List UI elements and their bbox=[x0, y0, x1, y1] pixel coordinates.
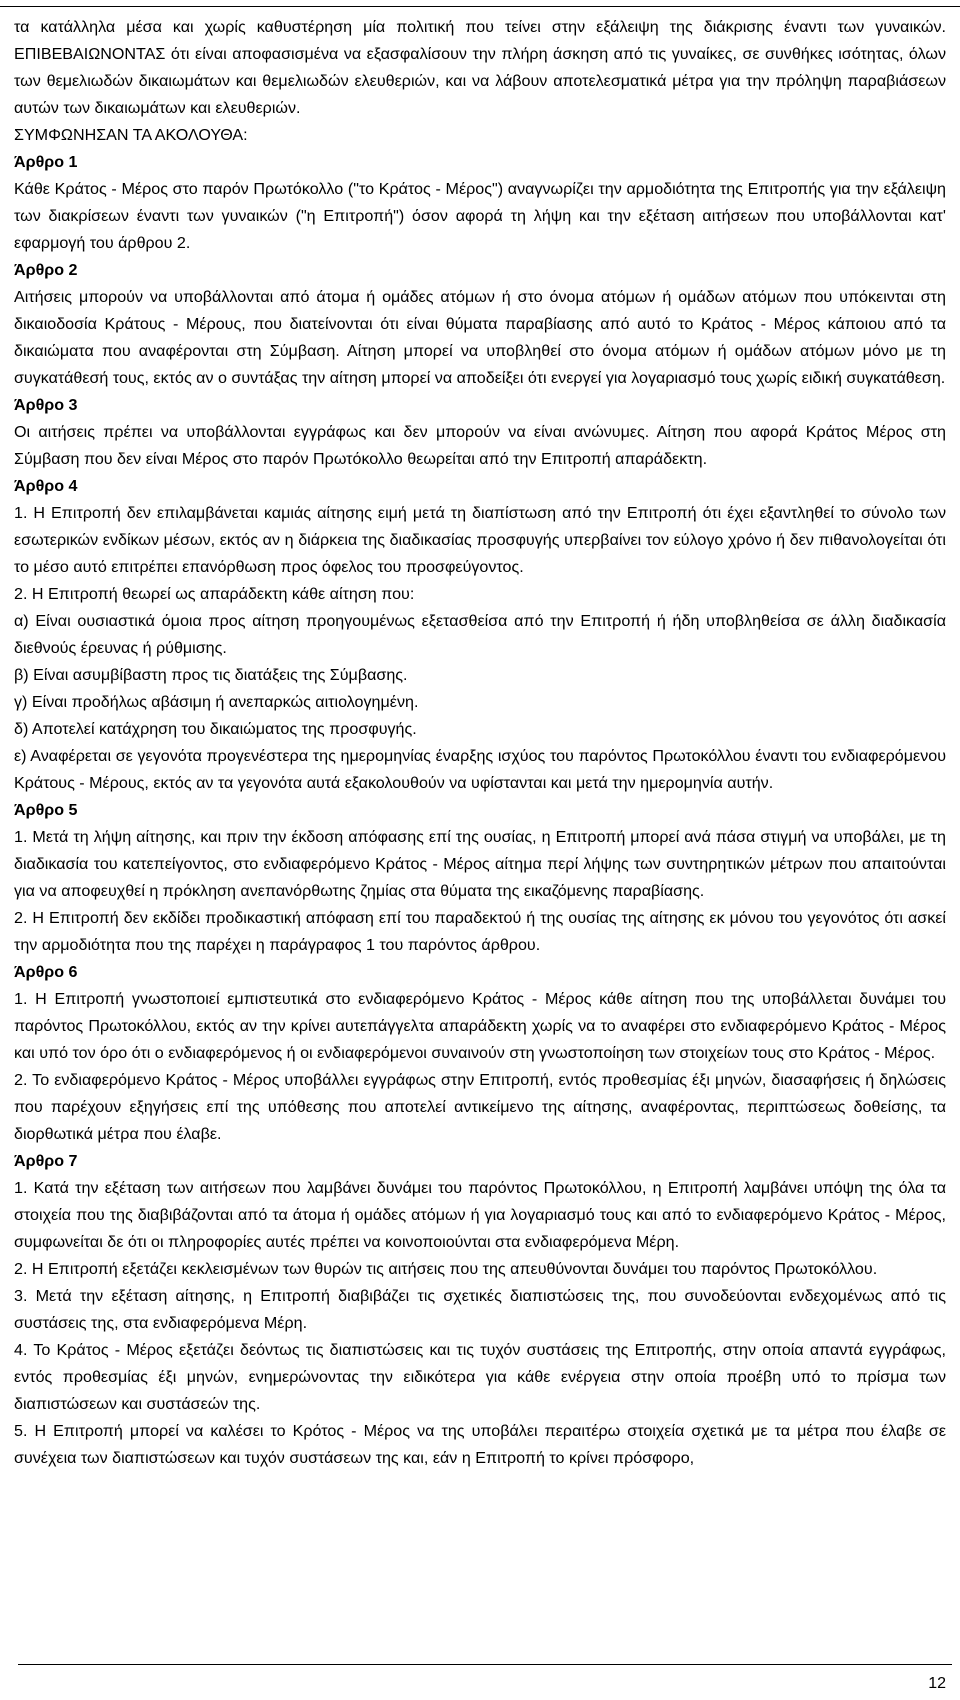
article-3 bbox=[14, 392, 946, 473]
article-paragraph: β) Είναι ασυμβίβαστη προς τις διατάξεις της Σύμβασης. bbox=[14, 666, 408, 684]
article-paragraph: α) Είναι ουσιαστικά όμοια προς αίτηση προηγουμένως εξετασθείσα από την Επιτροπή ή ήδη υποβληθείσα σε άλλη διαδικασία διεθνούς έρευνας ή ρύθμισης. bbox=[14, 612, 946, 657]
article-paragraph: 1. Η Επιτροπή γνωστοποιεί εμπιστευτικά στο ενδιαφερόμενο Κράτος - Μέρος κάθε αίτηση που της υποβάλλεται δυνάμει του παρόντος Πρωτοκόλλου, εκτός αν την κρίνει αυτεπάγγελτα απαράδεκτη χωρίς να το αναφέρει στο ενδιαφερόμενο Κράτος - Μέρος και υπό τον όρο ότι ο ενδιαφερόμενος ή οι ενδιαφερόμενοι συναινούν στη γνωστοποίηση των στοιχείων τους στο Κράτος - Μέρος. bbox=[14, 990, 946, 1062]
header-rule bbox=[0, 6, 960, 7]
article-paragraph: 1. Μετά τη λήψη αίτησης, και πριν την έκδοση απόφασης επί της ουσίας, η Επιτροπή μπορεί ανά πάσα στιγμή να υποβάλει, με τη διαδικασία του κατεπείγοντος, στο ενδιαφερόμενο Κράτος - Μέρος αίτημα περί λήψης των συντηρητικών μέτρων που απαιτούνται για να αποφευχθεί η πρόκληση ανεπανόρθωτης ζημίας στα θύματα της εικαζόμενης παραβίασης. bbox=[14, 828, 946, 900]
article-paragraph: 2. Η Επιτροπή θεωρεί ως απαράδεκτη κάθε αίτηση που: bbox=[14, 585, 415, 603]
article-paragraph: 5. Η Επιτροπή μπορεί να καλέσει το Κρότος - Μέρος να της υποβάλει περαιτέρω στοιχεία σχετικά με τα μέτρα που έλαβε σε συνέχεια των διαπιστώσεων και τυχόν συστάσεων της και, εάν η Επιτροπή το κρίνει πρόσφορο, bbox=[14, 1422, 946, 1467]
article-1 bbox=[14, 149, 946, 257]
article-paragraph: 2. Το ενδιαφερόμενο Κράτος - Μέρος υποβάλλει εγγράφως στην Επιτροπή, εντός προθεσμίας έξι μηνών, διασαφήσεις ή δηλώσεις που παρέχουν εξηγήσεις επί της υπόθεσης που αποτελεί αντικείμενο της αίτησης, αναφέροντας, περιπτώσεως δοθείσης, τα διορθωτικά μέτρα που έλαβε. bbox=[14, 1071, 946, 1143]
intro-paragraph: τα κατάλληλα μέσα και χωρίς καθυστέρηση μία πολιτική που τείνει στην εξάλειψη της διάκρισης έναντι των γυναικών. ΕΠΙΒΕΒΑΙΩΝΟΝΤΑΣ ότι είναι αποφασισμένα να εξασφαλίσουν την πλήρη άσκηση από τις γυναίκες, σε συνθήκες ισότητας, όλων των θεμελιωδών δικαιωμάτων και θεμελιωδών ελευθεριών, και να λάβουν αποτελεσματικά μέτρα για την πρόληψη παραβιάσεων αυτών των δικαιωμάτων και ελευθεριών. bbox=[14, 18, 946, 117]
article-paragraph: 3. Μετά την εξέταση αίτησης, η Επιτροπή διαβιβάζει τις σχετικές διαπιστώσεις της, που συνοδεύονται ενδεχομένως από τις συστάσεις της, στα ενδιαφερόμενα Μέρη. bbox=[14, 1287, 946, 1332]
article-paragraph: ε) Αναφέρεται σε γεγονότα προγενέστερα της ημερομηνίας έναρξης ισχύος του παρόντος Πρωτοκόλλου έναντι του ενδιαφερόμενου Κράτους - Μέρους, εκτός αν τα γεγονότα αυτά εξακολουθούν να υφίστανται και μετά την ημερομηνία αυτήν. bbox=[14, 747, 946, 792]
article-7 bbox=[14, 1148, 946, 1472]
article-2 bbox=[14, 257, 946, 392]
page-number: 12 bbox=[928, 1675, 946, 1692]
article-5 bbox=[14, 797, 946, 959]
article-paragraph: Οι αιτήσεις πρέπει να υποβάλλονται εγγράφως και δεν μπορούν να είναι ανώνυμες. Αίτηση που αφορά Κράτος Μέρος στη Σύμβαση που δεν είναι Μέρος στο παρόν Πρωτόκολλο θεωρείται από την Επιτροπή απαράδεκτη. bbox=[14, 423, 946, 468]
article-paragraph: 1. Η Επιτροπή δεν επιλαμβάνεται καμιάς αίτησης ειμή μετά τη διαπίστωση από την Επιτροπή ότι έχει εξαντληθεί το σύνολο των εσωτερικών ενδίκων μέσων, εκτός αν η διάρκεια της διαδικασίας προσφυγής υπερβαίνει τον εύλογο χρόνο ή δεν πιθανολογείται ότι το μέσο αυτό επιτρέπει επανόρθωση προς όφελος του προσφεύγοντος. bbox=[14, 504, 946, 576]
article-paragraph: 4. Το Κράτος - Μέρος εξετάζει δεόντως τις διαπιστώσεις και τις τυχόν συστάσεις της Επιτροπής, στην οποία απαντά εγγράφως, εντός προθεσμίας έξι μηνών, ενημερώνοντας την ειδικότερα για κάθε ενέργεια στην οποία προέβη υπό το πρίσμα των διαπιστώσεων και συστάσεών της. bbox=[14, 1341, 946, 1413]
article-title: Άρθρο 4 bbox=[14, 477, 78, 495]
document-body bbox=[14, 14, 946, 1472]
article-title: Άρθρο 2 bbox=[14, 261, 78, 279]
article-title: Άρθρο 3 bbox=[14, 396, 78, 414]
article-paragraph: 2. Η Επιτροπή εξετάζει κεκλεισμένων των θυρών τις αιτήσεις που της απευθύνονται δυνάμει του παρόντος Πρωτοκόλλου. bbox=[14, 1260, 878, 1278]
article-paragraph: γ) Είναι προδήλως αβάσιμη ή ανεπαρκώς αιτιολογημένη. bbox=[14, 693, 419, 711]
article-title: Άρθρο 6 bbox=[14, 963, 78, 981]
article-4 bbox=[14, 473, 946, 797]
article-title: Άρθρο 7 bbox=[14, 1152, 78, 1170]
article-6 bbox=[14, 959, 946, 1148]
article-paragraph: 2. Η Επιτροπή δεν εκδίδει προδικαστική απόφαση επί του παραδεκτού ή της ουσίας της αίτησης εκ μόνου του γεγονότος ότι ασκεί την αρμοδιότητα που της παρέχει η παράγραφος 1 του παρόντος άρθρου. bbox=[14, 909, 946, 954]
article-paragraph: Αιτήσεις μπορούν να υποβάλλονται από άτομα ή ομάδες ατόμων ή στο όνομα ατόμων ή ομάδων ατόμων που υπόκεινται στη δικαιοδοσία Κράτους - Μέρους, που διατείνονται ότι είναι θύματα παραβίασης από αυτό το Κράτος - Μέρος κάποιου από τα δικαιώματα που αναφέρονται στη Σύμβαση. Αίτηση μπορεί να υποβληθεί στο όνομα ατόμων ή ομάδων ατόμων μόνο με τη συγκατάθεσή τους, εκτός αν ο συντάξας την αίτηση μπορεί να αποδείξει ότι ενεργεί για λογαριασμό τους χωρίς ειδική συγκατάθεση. bbox=[14, 288, 946, 387]
article-paragraph: 1. Κατά την εξέταση των αιτήσεων που λαμβάνει δυνάμει του παρόντος Πρωτοκόλλου, η Επιτροπή λαμβάνει υπόψη της όλα τα στοιχεία που της διαβιβάζονται από τα άτομα ή ομάδες ατόμων ή για λογαριασμό τους και από το ενδιαφερόμενο Κράτος - Μέρος, συμφωνείται δε ότι οι πληροφορίες αυτές πρέπει να κοινοποιούνται στα ενδιαφερόμενα Μέρη. bbox=[14, 1179, 946, 1251]
article-paragraph: δ) Αποτελεί κατάχρηση του δικαιώματος της προσφυγής. bbox=[14, 720, 417, 738]
agreement-heading: ΣΥΜΦΩΝΗΣΑΝ ΤΑ ΑΚΟΛΟΥΘΑ: bbox=[14, 126, 248, 144]
article-title: Άρθρο 5 bbox=[14, 801, 78, 819]
article-title: Άρθρο 1 bbox=[14, 153, 78, 171]
article-paragraph: Κάθε Κράτος - Μέρος στο παρόν Πρωτόκολλο ("το Κράτος - Μέρος") αναγνωρίζει την αρμοδιότητα της Επιτροπής για την εξάλειψη των διακρίσεων έναντι των γυναικών ("η Επιτροπή") όσον αφορά τη λήψη και την εξέταση αιτήσεων που υποβάλλονται κατ' εφαρμογή του άρθρου 2. bbox=[14, 180, 946, 252]
footer-rule bbox=[18, 1664, 952, 1665]
